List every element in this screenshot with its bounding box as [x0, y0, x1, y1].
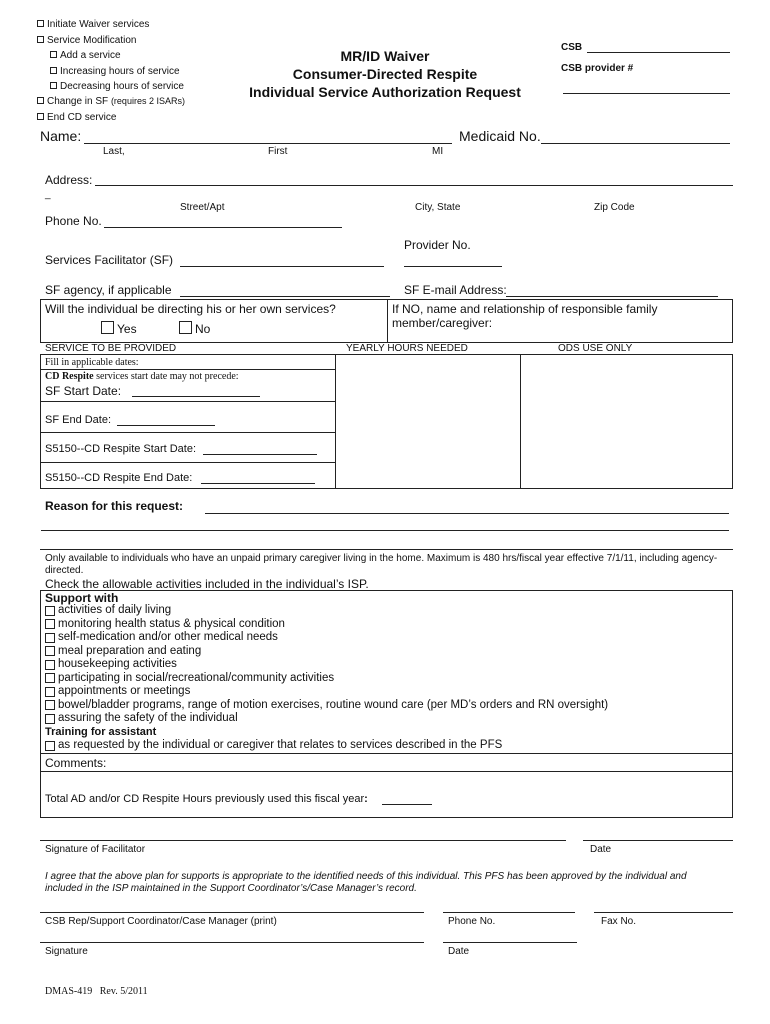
checkbox-icon[interactable] [37, 97, 44, 104]
checkbox-icon[interactable] [179, 321, 192, 334]
signature-label: Signature [45, 946, 88, 957]
col-ods-use: ODS USE ONLY [558, 343, 633, 354]
checkbox-icon[interactable] [37, 36, 44, 43]
checkbox-icon[interactable] [45, 646, 55, 656]
checkbox-icon[interactable] [50, 51, 57, 58]
provider-no-label: Provider No. [404, 238, 471, 252]
option-increasing-hours[interactable]: Increasing hours of service [50, 66, 180, 77]
support-item-safety[interactable]: assuring the safety of the individual [45, 712, 608, 726]
title-line-3: Individual Service Authorization Request [249, 84, 521, 100]
cd-note: CD Respite services start date may not precede: [45, 371, 239, 382]
option-decreasing-hours[interactable]: Decreasing hours of service [50, 81, 184, 92]
address-label: Address: [45, 173, 93, 187]
csb-label: CSB [561, 42, 583, 53]
directing-divider [387, 299, 388, 343]
total-hours-label: Total AD and/or CD Respite Hours previously used this fiscal year: [45, 793, 368, 805]
checkbox-icon[interactable] [50, 82, 57, 89]
directing-question: Will the individual be directing his or her own services? [45, 302, 336, 316]
directing-no[interactable]: No [179, 321, 210, 336]
reason-field-1[interactable] [205, 513, 729, 514]
sf-label: Services Facilitator (SF) [45, 253, 174, 267]
checkbox-icon[interactable] [45, 606, 55, 616]
sig-facilitator-date-label: Date [590, 844, 612, 855]
csb-rep-label: CSB Rep/Support Coordinator/Case Manager (print) [45, 916, 277, 927]
signature-date-label: Date [448, 946, 470, 957]
sf-email-label: SF E-mail Address: [404, 283, 507, 297]
csb-field[interactable] [587, 52, 730, 53]
services-divider-1 [335, 354, 336, 489]
name-field[interactable] [84, 143, 452, 144]
rep-phone-label: Phone No. [448, 916, 496, 927]
row-divider [40, 432, 335, 433]
reason-label: Reason for this request: [45, 499, 184, 513]
sig-facilitator-label: Signature of Facilitator [45, 844, 146, 855]
name-label: Name: [40, 128, 82, 144]
checkbox-icon[interactable] [45, 619, 55, 629]
checkbox-icon[interactable] [37, 113, 44, 120]
sf-end-field[interactable] [117, 425, 215, 426]
checkbox-icon[interactable] [45, 700, 55, 710]
street-label: Street/Apt [180, 202, 225, 213]
availability-line2: directed. [45, 565, 84, 576]
if-no-line1: If NO, name and relationship of responsible family [392, 302, 658, 316]
support-list [45, 604, 608, 726]
title-line-1: MR/ID Waiver [340, 48, 430, 64]
rep-fax-line[interactable] [594, 912, 733, 913]
support-item-bowel[interactable]: bowel/bladder programs, range of motion exercises, routine wound care (per MD’s orders and RN oversight) [45, 699, 608, 713]
support-item-health[interactable]: monitoring health status & physical condition [45, 618, 608, 632]
option-service-modification[interactable]: Service Modification [37, 35, 136, 46]
name-first-label: First [268, 146, 288, 157]
signature-line[interactable] [40, 942, 424, 943]
services-divider-2 [520, 354, 521, 489]
option-initiate-waiver[interactable]: Initiate Waiver services [37, 19, 149, 30]
support-item-meal[interactable]: meal preparation and eating [45, 645, 608, 659]
checkbox-icon[interactable] [37, 20, 44, 27]
phone-label: Phone No. [45, 214, 102, 228]
phone-field[interactable] [104, 227, 342, 228]
respite-start-field[interactable] [203, 454, 317, 455]
title-line-2: Consumer-Directed Respite [292, 66, 478, 82]
support-item-adl[interactable]: activities of daily living [45, 604, 608, 618]
signature-date-line[interactable] [443, 942, 577, 943]
checkbox-icon[interactable] [45, 633, 55, 643]
check-instruction: Check the allowable activities included in the individual’s ISP. [45, 577, 369, 591]
fill-note: Fill in applicable dates: [45, 357, 139, 368]
col-yearly-hours: YEARLY HOURS NEEDED [346, 343, 468, 354]
fill-note-line [40, 369, 335, 370]
training-heading: Training for assistant [45, 726, 157, 738]
respite-end-label: S5150--CD Respite End Date: [45, 472, 193, 484]
support-item-housekeeping[interactable]: housekeeping activities [45, 658, 608, 672]
support-item-medication[interactable]: self-medication and/or other medical needs [45, 631, 608, 645]
agree-line1: I agree that the above plan for supports is appropriate to the identified needs of this individual. This PFS has been approved by the individual and [45, 871, 687, 882]
checkbox-icon[interactable] [45, 714, 55, 724]
medicaid-field[interactable] [541, 143, 730, 144]
address-field[interactable] [95, 185, 733, 186]
col-service: SERVICE TO BE PROVIDED [45, 343, 177, 354]
csb-provider-field[interactable] [563, 93, 730, 94]
rep-phone-line[interactable] [443, 912, 575, 913]
comments-rule [40, 753, 733, 754]
form-revision: Rev. 5/2011 [99, 986, 148, 997]
checkbox-icon[interactable] [45, 660, 55, 670]
if-no-line2: member/caregiver: [392, 316, 493, 330]
support-item-appointments[interactable]: appointments or meetings [45, 685, 608, 699]
sf-start-label: SF Start Date: [45, 384, 122, 398]
checkbox-icon[interactable] [50, 67, 57, 74]
sf-agency-field[interactable] [180, 296, 390, 297]
csb-rep-line[interactable] [40, 912, 424, 913]
checkbox-icon[interactable] [45, 687, 55, 697]
availability-line1: Only available to individuals who have an unpaid primary caregiver living in the home. Maximum is 480 hrs/fiscal year effective 7/1/11, including agency- [45, 553, 718, 564]
sf-email-field[interactable] [506, 296, 718, 297]
city-state-label: City, State [415, 202, 461, 213]
zip-label: Zip Code [594, 202, 635, 213]
checkbox-icon[interactable] [45, 673, 55, 683]
support-item-social[interactable]: participating in social/recreational/community activities [45, 672, 608, 686]
sf-end-label: SF End Date: [45, 414, 112, 426]
checkbox-icon[interactable] [101, 321, 114, 334]
sf-field[interactable] [180, 266, 384, 267]
support-heading: Support with [45, 591, 119, 605]
sf-agency-label: SF agency, if applicable [45, 283, 172, 297]
sig-facilitator-line[interactable] [40, 840, 566, 841]
comments-rule-2 [40, 771, 733, 772]
form-title [230, 47, 540, 101]
respite-end-field[interactable] [201, 483, 315, 484]
checkbox-icon[interactable] [45, 741, 55, 751]
medicaid-label: Medicaid No. [459, 128, 541, 144]
respite-start-label: S5150--CD Respite Start Date: [45, 443, 197, 455]
row-divider [40, 401, 335, 402]
name-last-label: Last, [103, 146, 125, 157]
option-add-service[interactable]: Add a service [50, 50, 121, 61]
form-id: DMAS-419 [45, 986, 93, 997]
rep-fax-label: Fax No. [601, 916, 637, 927]
csb-provider-label: CSB provider # [561, 63, 634, 74]
comments-label: Comments: [45, 756, 107, 770]
reason-field-2[interactable] [41, 530, 729, 531]
form-footer [45, 986, 148, 997]
training-item[interactable]: as requested by the individual or caregiver that relates to services described in the PFS [45, 739, 502, 753]
address-dash: _ [45, 189, 51, 200]
agree-line2: included in the ISP maintained in the Support Coordinator’s/Case Manager’s record. [45, 883, 417, 894]
provider-no-field[interactable] [404, 266, 502, 267]
option-change-in-sf[interactable]: Change in SF (requires 2 ISARs) [37, 96, 185, 107]
name-mi-label: MI [432, 146, 444, 157]
row-divider [40, 462, 335, 463]
sf-start-field[interactable] [132, 396, 260, 397]
option-end-cd-service[interactable]: End CD service [37, 112, 116, 123]
section-rule [40, 549, 733, 550]
total-hours-field[interactable] [382, 804, 432, 805]
sig-facilitator-date-line[interactable] [583, 840, 733, 841]
directing-yes[interactable]: Yes [101, 321, 137, 336]
